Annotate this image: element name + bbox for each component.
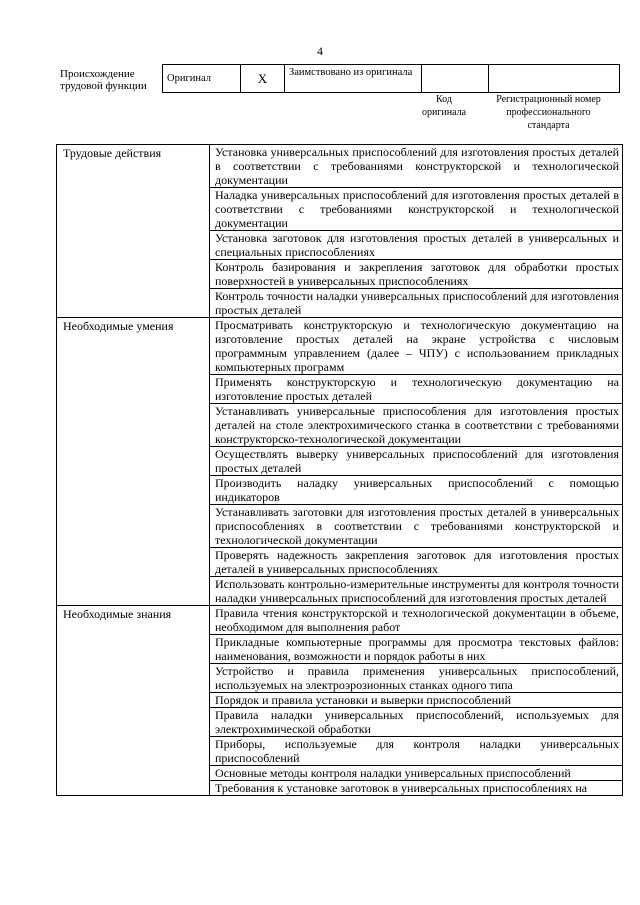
code-cell	[422, 65, 489, 93]
section-item: Производить наладку универсальных приспособлений с помощью индикаторов	[210, 476, 623, 505]
section-item: Порядок и правила установки и выверки приспособлений	[210, 693, 623, 708]
section-item: Прикладные компьютерные программы для просмотра текстовых файлов: наименования, возможности и порядок работы в них	[210, 635, 623, 664]
section-item: Контроль точности наладки универсальных приспособлений для изготовления простых деталей	[210, 289, 623, 318]
borrowed-cell: Заимствовано из оригинала	[285, 65, 422, 93]
section-item: Правила наладки универсальных приспособлений, используемых для электрохимической обработки	[210, 708, 623, 737]
section-item: Использовать контрольно-измерительные инструменты для контроля точности наладки универсальных приспособлений для изготовления простых деталей	[210, 577, 623, 606]
section-item: Устройство и правила применения универсальных приспособлений, используемых на электроэрозионных станках одного типа	[210, 664, 623, 693]
reg-number-caption: Регистрационный номер профессионального стандарта	[496, 94, 601, 131]
section-item: Проверять надежность закрепления заготовок для изготовления простых деталей в универсальных приспособлениях	[210, 548, 623, 577]
section-title: Трудовые действия	[57, 145, 210, 318]
section-item: Просматривать конструкторскую и технологическую документацию на изготовление простых деталей на экране устройства с числовым программным управлением (далее – ЧПУ) с использованием прикладных компьютерных программ	[210, 318, 623, 375]
functions-table	[56, 144, 623, 796]
section-item: Применять конструкторскую и технологическую документацию на изготовление простых деталей	[210, 375, 623, 404]
section-item: Наладка универсальных приспособлений для изготовления простых деталей в соответствии с требованиями конструкторской и технологической документации	[210, 188, 623, 231]
original-mark: X	[241, 65, 285, 93]
section-item: Приборы, используемые для контроля наладки универсальных приспособлений	[210, 737, 623, 766]
section-item: Установка заготовок для изготовления простых деталей в универсальных и специальных приспособлениях	[210, 231, 623, 260]
section-item: Устанавливать заготовки для изготовления простых деталей в универсальных приспособлениях в соответствии с требованиями конструкторской и технологической документации	[210, 505, 623, 548]
origin-table	[162, 64, 620, 93]
section-item: Правила чтения конструкторской и технологической документации в объеме, необходимом для выполнения работ	[210, 606, 623, 635]
table-row	[57, 606, 623, 635]
section-item: Контроль базирования и закрепления заготовок для обработки простых поверхностей в универсальных приспособлениях	[210, 260, 623, 289]
section-item: Осуществлять выверку универсальных приспособлений для изготовления простых деталей	[210, 447, 623, 476]
reg-number-cell	[489, 65, 620, 93]
table-row	[57, 145, 623, 188]
code-caption: Код оригинала	[421, 94, 467, 118]
section-title: Необходимые умения	[57, 318, 210, 606]
section-item: Устанавливать универсальные приспособления для изготовления простых деталей на столе электрохимического станка в соответствии с требованиями конструкторско-технологической документации	[210, 404, 623, 447]
section-item: Основные методы контроля наладки универсальных приспособлений	[210, 766, 623, 781]
section-item: Установка универсальных приспособлений для изготовления простых деталей в соответствии с требованиями конструкторской и технологической документации	[210, 145, 623, 188]
original-cell: Оригинал	[163, 65, 241, 93]
page-number: 4	[317, 44, 323, 58]
table-row	[57, 318, 623, 375]
origin-label: Происхождение трудовой функции	[60, 68, 147, 92]
section-item: Требования к установке заготовок в универсальных приспособлениях на	[210, 781, 623, 796]
section-title: Необходимые знания	[57, 606, 210, 796]
